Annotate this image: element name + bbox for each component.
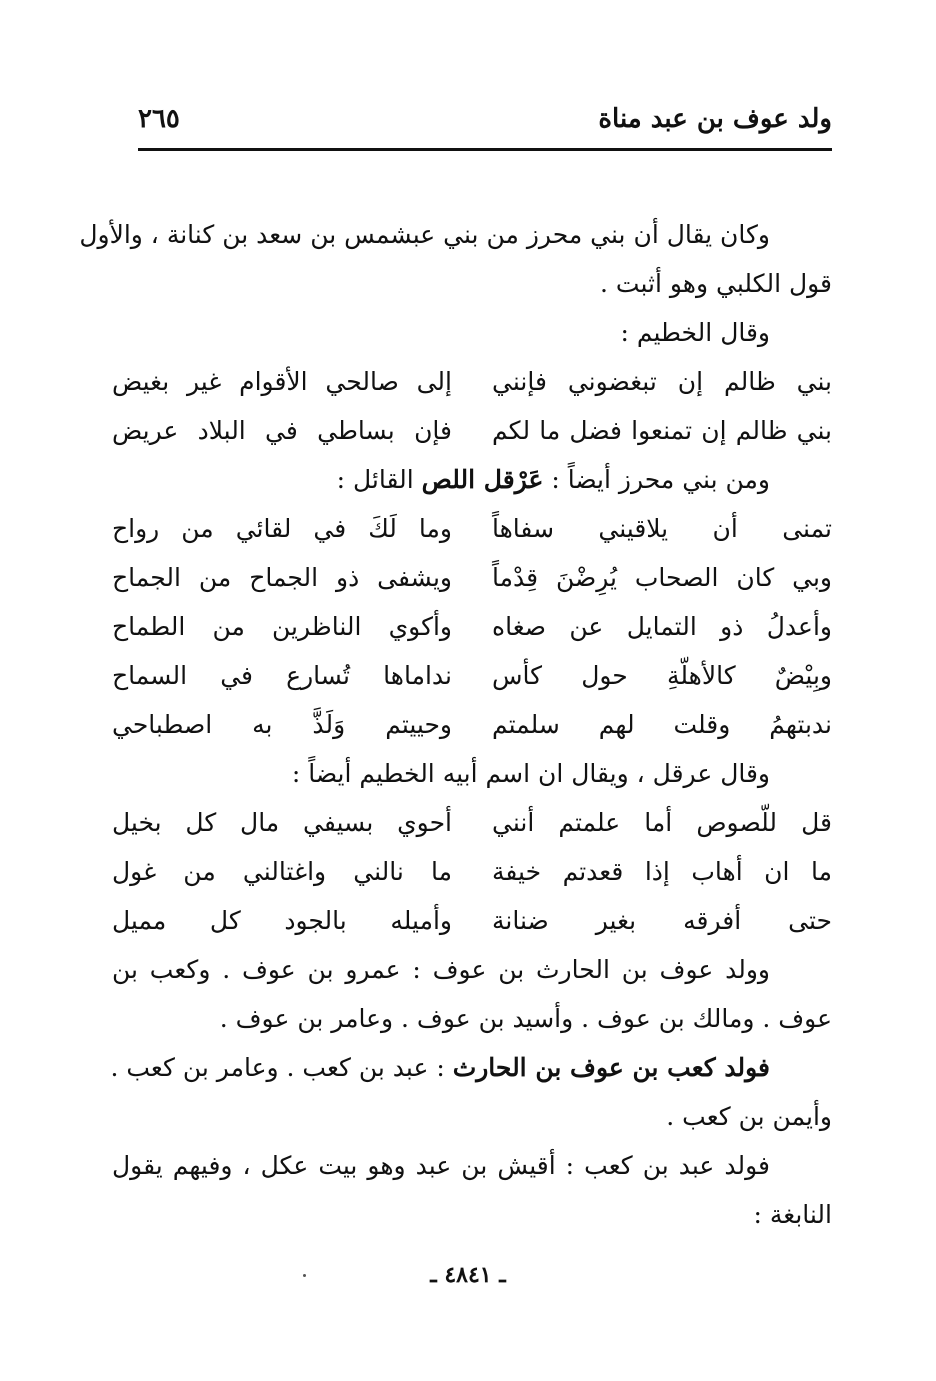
first-hemistich: حتى أفرقه بغير ضنانة <box>492 906 832 935</box>
paragraph-line: وكان يقال أن بني محرز من بني عبشمس بن سعد بن كنانة ، والأول <box>79 220 770 249</box>
poem-intro <box>112 455 832 504</box>
second-hemistich: وأميله بالجود كل مميل <box>112 906 452 935</box>
second-hemistich: أحوي بسيفي مال كل بخيل <box>112 808 452 837</box>
poem-block <box>112 357 832 455</box>
second-hemistich: نداماها تُسارع في السماح <box>112 661 452 690</box>
header-rule <box>138 148 832 151</box>
paragraph-line <box>112 1043 832 1092</box>
second-hemistich: وحييتم وَلَذَّ به اصطباحي <box>112 710 452 739</box>
first-hemistich: ندبتهمُ وقلت لهم سلمتم <box>492 710 832 739</box>
poem-intro: وقال الخطيم : <box>620 318 770 347</box>
verse-line <box>112 847 832 896</box>
first-hemistich: وأعدلُ ذو التمايل عن صغاه <box>492 612 832 641</box>
paragraph-line: قول الكلبي وهو أثبت . <box>600 269 832 298</box>
hemistich-gap <box>452 700 492 749</box>
hemistich-gap <box>452 553 492 602</box>
first-hemistich: ما ان أهاب إذا قعدتم خيفة <box>492 857 832 886</box>
poem-intro: وقال عرقل ، ويقال ان اسم أبيه الخطيم أيضاً : <box>291 759 770 788</box>
verse-line <box>112 504 832 553</box>
verse-line <box>112 651 832 700</box>
poem-block <box>112 798 832 945</box>
intro-text: ومن بني محرز أيضاً : <box>551 465 770 494</box>
verse-line <box>112 406 832 455</box>
second-hemistich: ما نالني واغتالني من غول <box>112 857 452 886</box>
footer-page-number: ـ ٤٨٤١ ـ <box>430 1262 506 1288</box>
main-text <box>79 210 832 1239</box>
running-title: ولد عوف بن عبد مناة <box>598 104 832 134</box>
paragraph-line: وأيمن بن كعب . <box>666 1102 832 1131</box>
hemistich-gap <box>452 357 492 406</box>
second-hemistich: فإن بساطي في البلاد عريض <box>112 416 452 445</box>
page-header <box>138 100 832 150</box>
second-hemistich: إلى صالحي الأقوام غير بغيض <box>112 367 452 396</box>
poet-name: عَرْقل اللص <box>421 465 544 494</box>
paragraph-line: وولد عوف بن الحارث بن عوف : عمرو بن عوف . وكعب بن <box>112 955 770 984</box>
paragraph-line: النابغة : <box>753 1200 832 1229</box>
hemistich-gap <box>452 504 492 553</box>
first-hemistich: بني ظالم إن تمنعوا فضل ما لكم <box>492 416 832 445</box>
lineage-heading: فولد كعب بن عوف بن الحارث <box>452 1053 770 1082</box>
paragraph-line: عوف . ومالك بن عوف . وأسيد بن عوف . وعامر بن عوف . <box>219 1004 832 1033</box>
verse-line <box>112 700 832 749</box>
verse-line <box>112 357 832 406</box>
poem-block <box>112 504 832 749</box>
first-hemistich: قل للّصوص أما علمتم أنني <box>492 808 832 837</box>
first-hemistich: تمنى أن يلاقيني سفاهاً <box>492 514 832 543</box>
lineage-text: : عبد بن كعب . وعامر بن كعب . <box>110 1053 445 1082</box>
hemistich-gap <box>452 847 492 896</box>
verse-line <box>112 798 832 847</box>
first-hemistich: بني ظالم إن تبغضوني فإنني <box>492 367 832 396</box>
second-hemistich: ويشفى ذو الجماح من الجماح <box>112 563 452 592</box>
first-hemistich: وبِيْضٌ كالأهلّةِ حول كأس <box>492 661 832 690</box>
hemistich-gap <box>452 651 492 700</box>
first-hemistich: وبي كان الصحاب يُرِضْنَ قِدْماً <box>492 563 832 592</box>
hemistich-gap <box>452 896 492 945</box>
header-page-number: ٢٦٥ <box>138 104 180 134</box>
paragraph-line: فولد عبد بن كعب : أقيش بن عبد وهو بيت عكل ، وفيهم يقول <box>112 1151 770 1180</box>
hemistich-gap <box>452 602 492 651</box>
verse-line <box>112 553 832 602</box>
second-hemistich: وأكوي الناظرين من الطماح <box>112 612 452 641</box>
second-hemistich: وما لَكَ في لقائي من رواح <box>112 514 452 543</box>
hemistich-gap <box>452 406 492 455</box>
verse-line <box>112 896 832 945</box>
verse-line <box>112 602 832 651</box>
intro-text: القائل : <box>336 465 414 494</box>
hemistich-gap <box>452 798 492 847</box>
